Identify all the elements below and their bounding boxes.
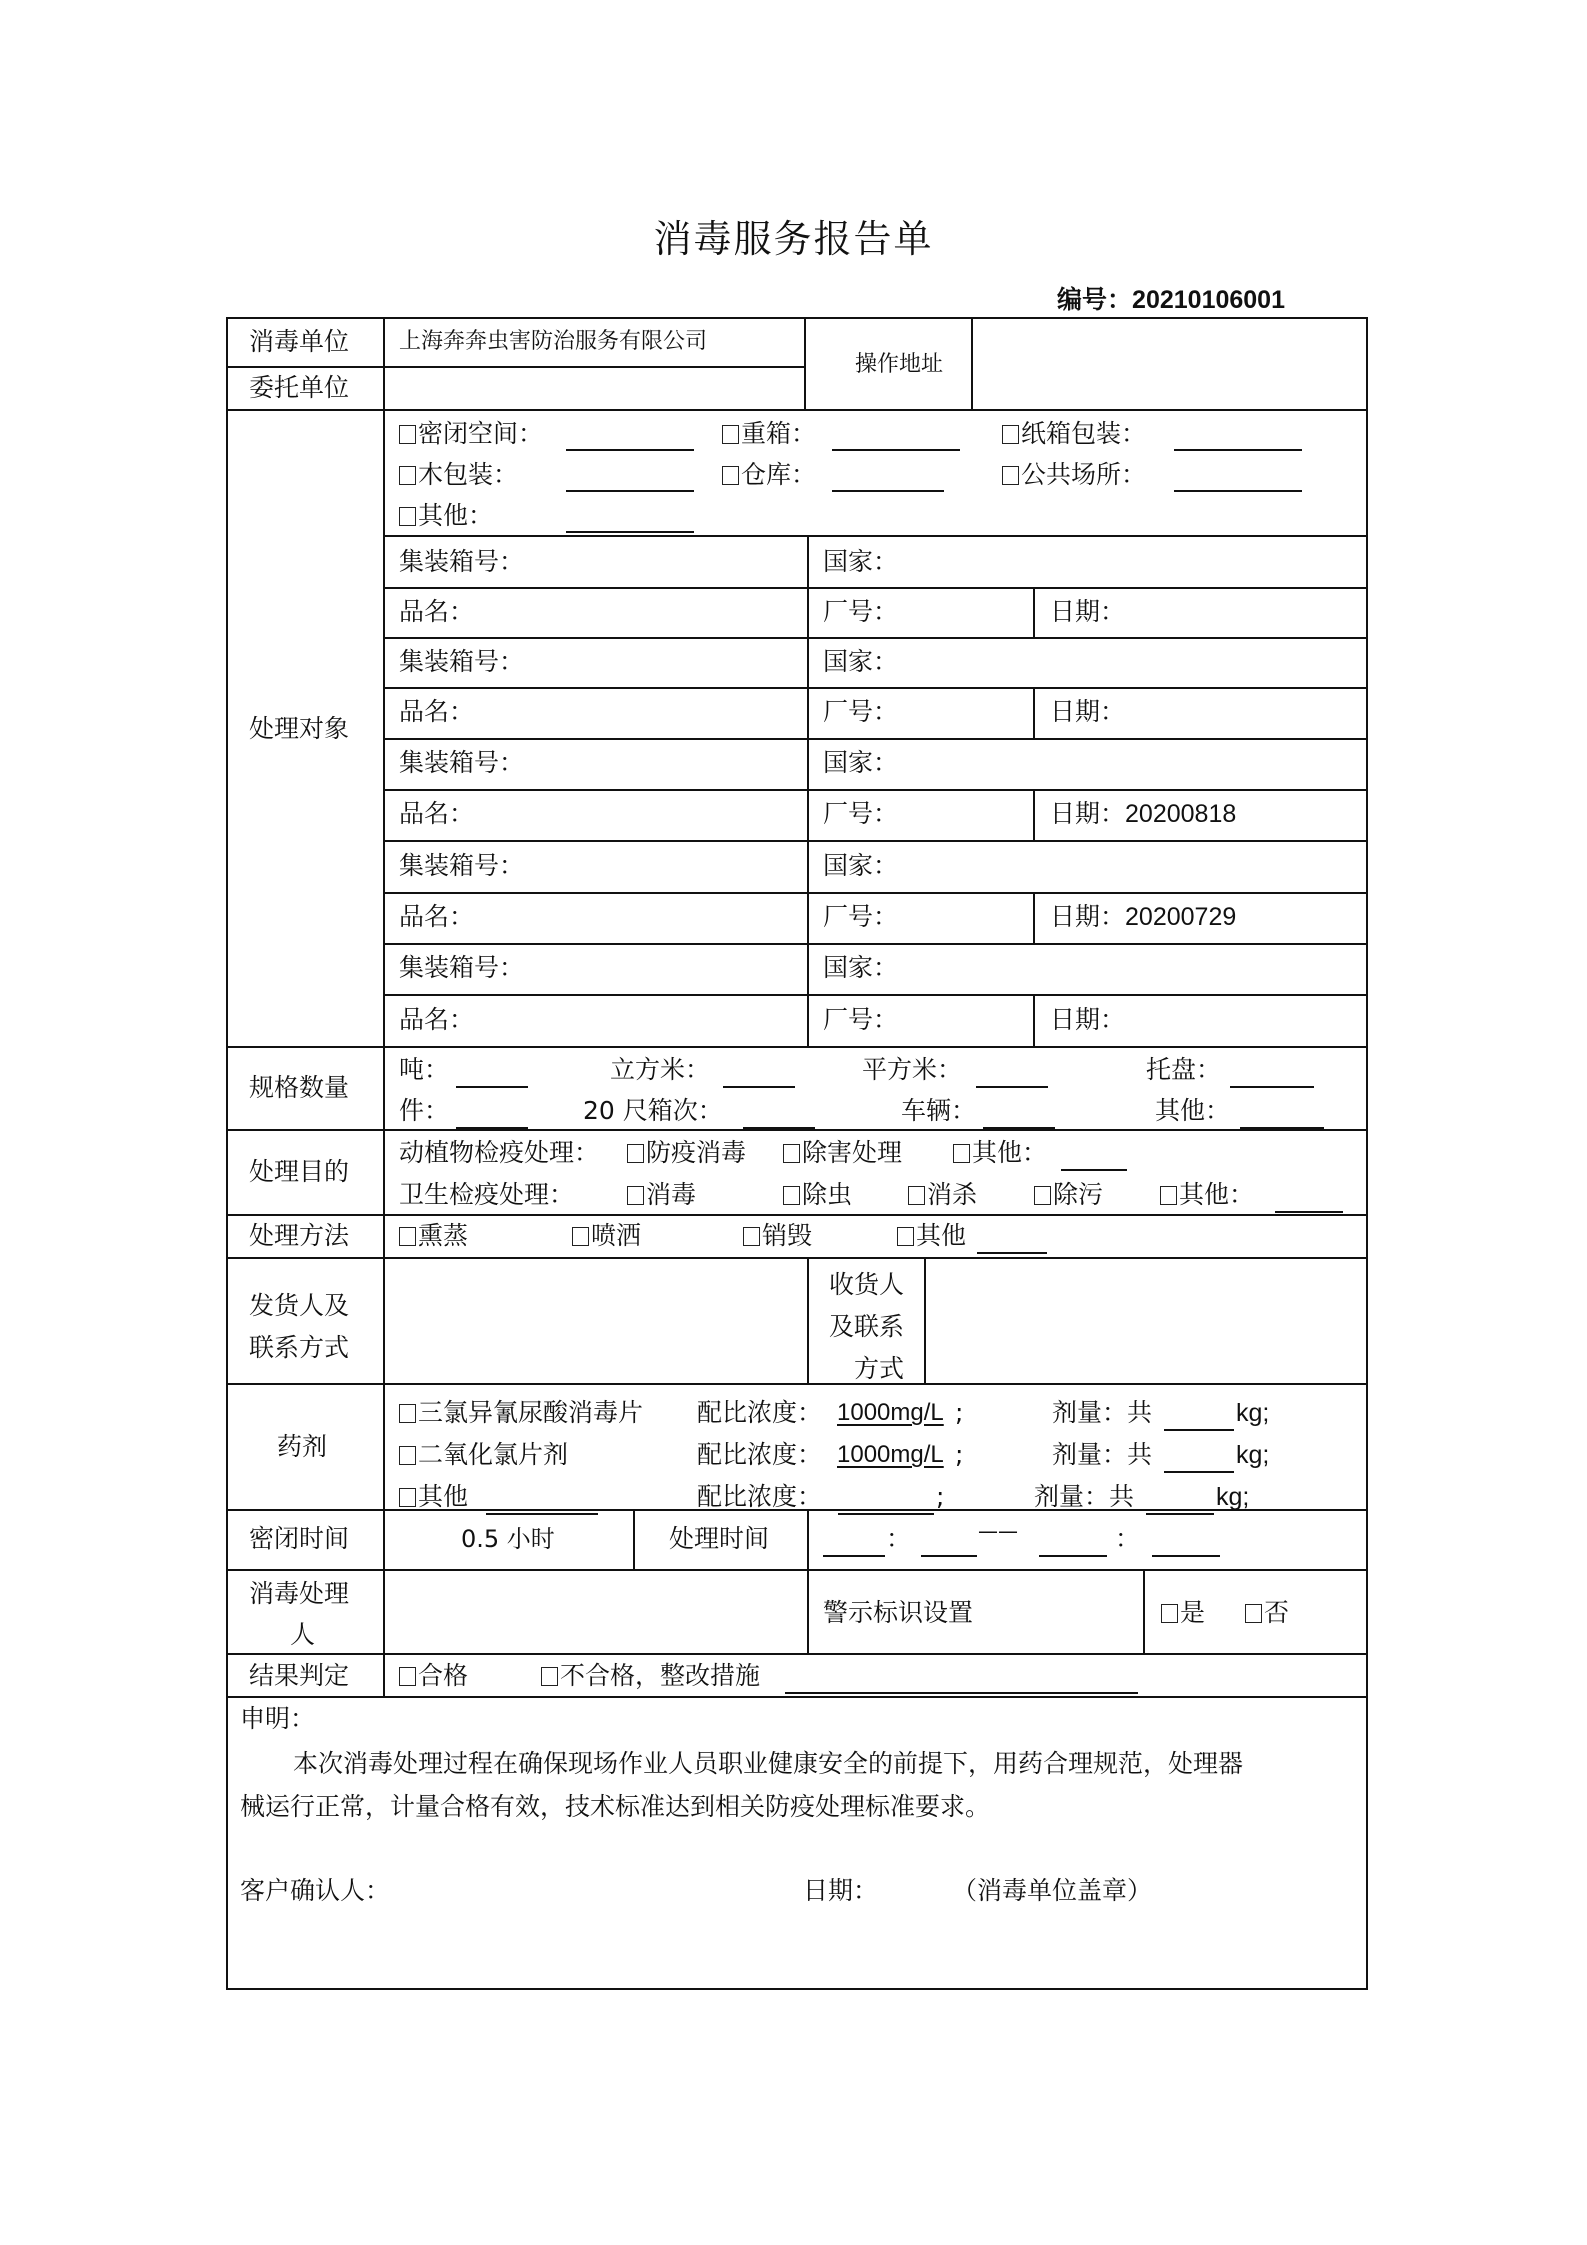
field-label: 日期： bbox=[1050, 1005, 1126, 1034]
blank-line[interactable] bbox=[456, 1064, 528, 1088]
dose-unit: kg; bbox=[1236, 1399, 1270, 1427]
checkbox[interactable] bbox=[1002, 425, 1019, 444]
option-loaded-container[interactable] bbox=[722, 419, 816, 449]
checkbox[interactable] bbox=[399, 507, 416, 526]
field-label: 日期： bbox=[1050, 697, 1126, 726]
checkbox[interactable] bbox=[783, 1186, 800, 1205]
blank-line[interactable] bbox=[723, 1064, 795, 1088]
country-field[interactable] bbox=[823, 953, 898, 983]
country-field[interactable] bbox=[823, 748, 898, 778]
option-epidemic-disinfection[interactable] bbox=[627, 1138, 746, 1168]
country-field[interactable] bbox=[823, 851, 898, 881]
dose-label: 剂量：共 bbox=[1052, 1398, 1153, 1427]
warning-no-option[interactable] bbox=[1245, 1598, 1289, 1628]
divider bbox=[924, 1257, 926, 1384]
chemical-item-trichloro[interactable] bbox=[399, 1398, 643, 1428]
start-minute-blank[interactable] bbox=[921, 1533, 977, 1557]
field-label: 品名： bbox=[399, 799, 475, 828]
divider bbox=[383, 943, 1368, 945]
spec-field-other: 其他： bbox=[1155, 1096, 1231, 1125]
field-label: 集装箱号： bbox=[399, 647, 525, 676]
blank-line[interactable] bbox=[566, 468, 694, 492]
divider bbox=[226, 366, 385, 368]
container-number-field[interactable] bbox=[399, 851, 524, 881]
field-value[interactable]: 20200818 bbox=[1125, 800, 1237, 828]
end-hour-blank[interactable] bbox=[1039, 1533, 1107, 1557]
divider bbox=[1033, 587, 1035, 638]
divider bbox=[1143, 1569, 1145, 1654]
checkbox[interactable] bbox=[722, 425, 739, 444]
operator-label-line2: 人 bbox=[290, 1620, 316, 1649]
divider bbox=[1033, 687, 1035, 738]
field-label: 国家： bbox=[823, 953, 899, 982]
option-warehouse[interactable] bbox=[722, 460, 816, 490]
option-public-place[interactable] bbox=[1002, 460, 1146, 490]
checkbox[interactable] bbox=[743, 1227, 760, 1246]
consignee-label-line3: 方式 bbox=[854, 1354, 905, 1383]
option-label: 消杀 bbox=[927, 1180, 978, 1209]
dose-blank[interactable] bbox=[1146, 1491, 1214, 1515]
option-label: 喷洒 bbox=[591, 1221, 642, 1250]
divider bbox=[226, 1696, 1368, 1698]
option-spraying[interactable] bbox=[572, 1221, 641, 1251]
option-label: 销毁 bbox=[762, 1221, 813, 1250]
divider bbox=[383, 789, 1368, 791]
checkbox[interactable] bbox=[953, 1144, 970, 1163]
chemical-name: 三氯异氰尿酸消毒片 bbox=[418, 1398, 644, 1427]
treatment-time-label: 处理时间 bbox=[669, 1524, 770, 1553]
option-label: 其他： bbox=[972, 1138, 1048, 1167]
product-name-field[interactable] bbox=[399, 799, 474, 829]
country-field[interactable] bbox=[823, 647, 898, 677]
divider bbox=[383, 892, 1368, 894]
blank-line[interactable] bbox=[566, 427, 694, 451]
option-label: 除虫 bbox=[802, 1180, 853, 1209]
factory-number-field[interactable] bbox=[823, 597, 898, 627]
spec-field-pallet: 托盘： bbox=[1146, 1055, 1222, 1084]
spec-field-vehicle: 车辆： bbox=[901, 1096, 977, 1125]
shipper-value[interactable] bbox=[399, 1305, 789, 1335]
concentration-label: 配比浓度： bbox=[697, 1398, 823, 1427]
corrective-measures-blank[interactable] bbox=[785, 1670, 1138, 1694]
container-number-field[interactable] bbox=[399, 547, 524, 577]
chemical-name: 其他 bbox=[418, 1482, 469, 1511]
dose-unit: kg; bbox=[1236, 1441, 1270, 1469]
option-label: 除害处理 bbox=[802, 1138, 903, 1167]
field-label: 厂号： bbox=[823, 1005, 899, 1034]
divider bbox=[226, 1383, 1368, 1385]
option-label: 重箱： bbox=[741, 419, 817, 448]
option-label: 其他 bbox=[916, 1221, 967, 1250]
operation-address-label: 操作地址 bbox=[855, 352, 944, 377]
checkbox[interactable] bbox=[897, 1227, 914, 1246]
divider bbox=[383, 637, 1368, 639]
field-label: 厂号： bbox=[823, 597, 899, 626]
consignee-label: 收货人 bbox=[829, 1270, 905, 1299]
option-fumigation[interactable] bbox=[399, 1221, 468, 1251]
divider bbox=[633, 1509, 635, 1570]
field-label: 日期： bbox=[1050, 902, 1126, 931]
checkbox[interactable] bbox=[908, 1186, 925, 1205]
blank-line[interactable] bbox=[976, 1064, 1048, 1088]
shipper-label-line2: 联系方式 bbox=[249, 1333, 350, 1362]
option-label: 不合格，整改措施 bbox=[560, 1661, 761, 1690]
field-label: 集装箱号： bbox=[399, 953, 525, 982]
blank-line[interactable] bbox=[832, 427, 960, 451]
divider bbox=[383, 317, 385, 1697]
product-name-field[interactable] bbox=[399, 902, 474, 932]
date-field[interactable] bbox=[1050, 697, 1125, 727]
field-label: 厂号： bbox=[823, 902, 899, 931]
option-label: 否 bbox=[1264, 1598, 1290, 1627]
divider bbox=[226, 1257, 1368, 1259]
warning-sign-label: 警示标识设置 bbox=[823, 1598, 974, 1627]
divider bbox=[971, 317, 973, 410]
option-sealed-space[interactable] bbox=[399, 419, 543, 449]
checkbox[interactable] bbox=[1161, 1604, 1178, 1623]
blank-line[interactable] bbox=[743, 1105, 815, 1129]
divider bbox=[807, 535, 809, 1047]
date-field[interactable] bbox=[1050, 902, 1236, 932]
checkbox[interactable] bbox=[399, 1488, 416, 1507]
country-field[interactable] bbox=[823, 547, 898, 577]
time-separator: ： bbox=[1115, 1524, 1141, 1553]
concentration-value[interactable]: 1000mg/L bbox=[837, 1441, 944, 1468]
blank-line[interactable] bbox=[1061, 1147, 1127, 1171]
time-dash: —— bbox=[978, 1519, 1018, 1543]
semicolon: ; bbox=[936, 1482, 945, 1511]
spec-field-square-meter: 平方米： bbox=[862, 1055, 963, 1084]
chemicals-label: 药剂 bbox=[277, 1432, 328, 1461]
divider bbox=[807, 1257, 809, 1384]
divider bbox=[383, 587, 1368, 589]
operator-value[interactable] bbox=[399, 1598, 789, 1628]
factory-number-field[interactable] bbox=[823, 799, 898, 829]
field-label: 品名： bbox=[399, 697, 475, 726]
sealing-time-label: 密闭时间 bbox=[249, 1524, 350, 1553]
spec-field-piece: 件： bbox=[399, 1096, 450, 1125]
option-label: 合格 bbox=[418, 1661, 469, 1690]
shipper-label: 发货人及 bbox=[249, 1291, 350, 1320]
result-pass-option[interactable] bbox=[399, 1661, 468, 1691]
dose-label: 剂量：共 bbox=[1034, 1482, 1135, 1511]
blank-line[interactable] bbox=[977, 1230, 1047, 1254]
field-label: 集装箱号： bbox=[399, 748, 525, 777]
divider bbox=[1033, 994, 1035, 1047]
field-label: 厂号： bbox=[823, 697, 899, 726]
operation-address-value[interactable] bbox=[985, 350, 1355, 380]
checkbox[interactable] bbox=[399, 466, 416, 485]
divider bbox=[226, 1129, 1368, 1131]
divider bbox=[383, 366, 806, 368]
concentration-value[interactable]: 1000mg/L bbox=[837, 1399, 944, 1426]
option-decontamination[interactable] bbox=[1034, 1180, 1103, 1210]
spec-field-20ft-container: 20 尺箱次： bbox=[583, 1096, 723, 1125]
sealing-time-value[interactable]: 0.5 小时 bbox=[461, 1525, 555, 1553]
field-label: 品名： bbox=[399, 597, 475, 626]
spec-field-ton: 吨： bbox=[399, 1055, 450, 1084]
product-name-field[interactable] bbox=[399, 1005, 474, 1035]
divider bbox=[1033, 789, 1035, 840]
method-label: 处理方法 bbox=[249, 1221, 350, 1250]
client-unit-label: 委托单位 bbox=[249, 373, 350, 402]
blank-line[interactable] bbox=[486, 1491, 598, 1515]
document-title: 消毒服务报告单 bbox=[653, 217, 934, 261]
consignee-label-line2: 及联系 bbox=[829, 1312, 905, 1341]
option-destruction[interactable] bbox=[743, 1221, 812, 1251]
declaration-line-2: 械运行正常，计量合格有效，技术标准达到相关防疫处理标准要求。 bbox=[240, 1792, 991, 1821]
treatment-object-label: 处理对象 bbox=[249, 714, 350, 743]
option-label: 仓库： bbox=[741, 460, 817, 489]
blank-line[interactable] bbox=[983, 1105, 1055, 1129]
field-label: 国家： bbox=[823, 647, 899, 676]
field-label: 国家： bbox=[823, 547, 899, 576]
divider bbox=[226, 409, 1368, 411]
dose-blank[interactable] bbox=[1164, 1407, 1234, 1431]
field-label: 厂号： bbox=[823, 799, 899, 828]
option-wood-packaging[interactable] bbox=[399, 460, 518, 490]
health-quarantine-label: 卫生检疫处理： bbox=[399, 1180, 575, 1209]
option-label: 除污 bbox=[1053, 1180, 1104, 1209]
purpose-label: 处理目的 bbox=[249, 1157, 350, 1186]
operator-label: 消毒处理 bbox=[249, 1579, 350, 1608]
option-label: 是 bbox=[1180, 1598, 1206, 1627]
spec-field-cubic-meter: 立方米： bbox=[610, 1055, 711, 1084]
option-carton[interactable] bbox=[1002, 419, 1146, 449]
field-label: 集装箱号： bbox=[399, 547, 525, 576]
checkbox[interactable] bbox=[627, 1144, 644, 1163]
option-label: 公共场所： bbox=[1021, 460, 1147, 489]
divider bbox=[226, 1569, 1368, 1571]
field-label: 日期： bbox=[1050, 799, 1126, 828]
option-label: 木包装： bbox=[418, 460, 519, 489]
blank-line[interactable] bbox=[1240, 1105, 1324, 1129]
blank-line[interactable] bbox=[1174, 468, 1302, 492]
option-label: 纸箱包装： bbox=[1021, 419, 1147, 448]
divider bbox=[804, 317, 806, 410]
warning-yes-option[interactable] bbox=[1161, 1598, 1205, 1628]
disinfect-unit-label: 消毒单位 bbox=[249, 327, 350, 356]
checkbox[interactable] bbox=[1034, 1186, 1051, 1205]
checkbox[interactable] bbox=[627, 1186, 644, 1205]
field-label: 品名： bbox=[399, 902, 475, 931]
checkbox[interactable] bbox=[399, 425, 416, 444]
checkbox[interactable] bbox=[572, 1227, 589, 1246]
divider bbox=[807, 1509, 809, 1654]
option-label: 防疫消毒 bbox=[646, 1138, 747, 1167]
divider bbox=[1033, 892, 1035, 943]
date-field[interactable] bbox=[1050, 1005, 1125, 1035]
option-other[interactable] bbox=[399, 501, 493, 531]
animal-plant-quarantine-label: 动植物检疫处理： bbox=[399, 1138, 600, 1167]
chemical-name: 二氧化氯片剂 bbox=[418, 1440, 569, 1469]
blank-line[interactable] bbox=[1275, 1189, 1343, 1213]
option-label: 消毒 bbox=[646, 1180, 697, 1209]
checkbox[interactable] bbox=[783, 1144, 800, 1163]
divider bbox=[383, 738, 1368, 740]
time-separator: ： bbox=[886, 1524, 912, 1553]
checkbox[interactable] bbox=[399, 1404, 416, 1423]
option-pest-kill[interactable] bbox=[908, 1180, 977, 1210]
dose-label: 剂量：共 bbox=[1052, 1440, 1153, 1469]
end-minute-blank[interactable] bbox=[1152, 1533, 1220, 1557]
unit-stamp-note: （消毒单位盖章） bbox=[952, 1876, 1153, 1905]
dose-blank[interactable] bbox=[1164, 1449, 1234, 1473]
customer-confirm-label: 客户确认人： bbox=[240, 1876, 391, 1905]
result-label: 结果判定 bbox=[249, 1661, 350, 1690]
checkbox[interactable] bbox=[399, 1667, 416, 1686]
declaration-heading: 申明： bbox=[240, 1704, 316, 1733]
declaration-date-label: 日期： bbox=[803, 1876, 879, 1905]
divider bbox=[383, 687, 1368, 689]
field-label: 集装箱号： bbox=[399, 851, 525, 880]
serial-value: 20210106001 bbox=[1132, 286, 1285, 314]
factory-number-field[interactable] bbox=[823, 902, 898, 932]
blank-line[interactable] bbox=[456, 1105, 528, 1129]
serial-number bbox=[1057, 280, 1285, 316]
option-label: 密闭空间： bbox=[418, 419, 544, 448]
option-pest-removal[interactable] bbox=[783, 1138, 902, 1168]
date-field[interactable] bbox=[1050, 597, 1125, 627]
factory-number-field[interactable] bbox=[823, 1005, 898, 1035]
field-label: 国家： bbox=[823, 851, 899, 880]
divider bbox=[226, 1214, 1368, 1216]
container-number-field[interactable] bbox=[399, 748, 524, 778]
result-fail-option[interactable] bbox=[541, 1661, 760, 1691]
declaration-line-1: 本次消毒处理过程在确保现场作业人员职业健康安全的前提下，用药合理规范，处理器 bbox=[293, 1749, 1244, 1778]
checkbox[interactable] bbox=[722, 466, 739, 485]
container-number-field[interactable] bbox=[399, 953, 524, 983]
field-value[interactable]: 20200729 bbox=[1125, 903, 1237, 931]
checkbox[interactable] bbox=[1160, 1186, 1177, 1205]
consignee-value[interactable] bbox=[940, 1305, 1350, 1335]
divider bbox=[226, 1653, 1368, 1655]
product-name-field[interactable] bbox=[399, 597, 474, 627]
disinfect-unit-value[interactable]: 上海奔奔虫害防治服务有限公司 bbox=[399, 329, 708, 354]
date-field[interactable] bbox=[1050, 799, 1236, 829]
option-method-other[interactable] bbox=[897, 1221, 966, 1251]
semicolon: ; bbox=[955, 1398, 964, 1427]
field-label: 品名： bbox=[399, 1005, 475, 1034]
option-animal-other[interactable] bbox=[953, 1138, 1047, 1168]
start-hour-blank[interactable] bbox=[823, 1533, 885, 1557]
concentration-label: 配比浓度： bbox=[697, 1482, 823, 1511]
checkbox[interactable] bbox=[399, 1446, 416, 1465]
checkbox[interactable] bbox=[399, 1227, 416, 1246]
container-number-field[interactable] bbox=[399, 647, 524, 677]
blank-line[interactable] bbox=[1230, 1064, 1314, 1088]
spec-quantity-label: 规格数量 bbox=[249, 1073, 350, 1102]
checkbox[interactable] bbox=[541, 1667, 558, 1686]
concentration-label: 配比浓度： bbox=[697, 1440, 823, 1469]
divider bbox=[383, 994, 1368, 996]
blank-line[interactable] bbox=[1174, 427, 1302, 451]
option-label: 其他： bbox=[418, 501, 494, 530]
option-insect-removal[interactable] bbox=[783, 1180, 852, 1210]
blank-line[interactable] bbox=[832, 468, 944, 492]
divider bbox=[383, 840, 1368, 842]
option-label: 熏蒸 bbox=[418, 1221, 469, 1250]
checkbox[interactable] bbox=[1002, 466, 1019, 485]
option-health-other[interactable] bbox=[1160, 1180, 1254, 1210]
chemical-item-other[interactable] bbox=[399, 1482, 468, 1512]
semicolon: ; bbox=[955, 1440, 964, 1469]
field-label: 日期： bbox=[1050, 597, 1126, 626]
field-label: 国家： bbox=[823, 748, 899, 777]
divider bbox=[226, 1046, 1368, 1048]
option-label: 其他： bbox=[1179, 1180, 1255, 1209]
option-disinfection[interactable] bbox=[627, 1180, 696, 1210]
dose-unit: kg; bbox=[1216, 1483, 1250, 1511]
blank-line[interactable] bbox=[566, 509, 694, 533]
factory-number-field[interactable] bbox=[823, 697, 898, 727]
checkbox[interactable] bbox=[1245, 1604, 1262, 1623]
chemical-item-chlorine-dioxide[interactable] bbox=[399, 1440, 568, 1470]
divider bbox=[383, 535, 1368, 537]
concentration-blank[interactable] bbox=[838, 1491, 934, 1515]
serial-label: 编号： bbox=[1057, 285, 1133, 314]
client-unit-value[interactable] bbox=[399, 373, 799, 403]
product-name-field[interactable] bbox=[399, 697, 474, 727]
